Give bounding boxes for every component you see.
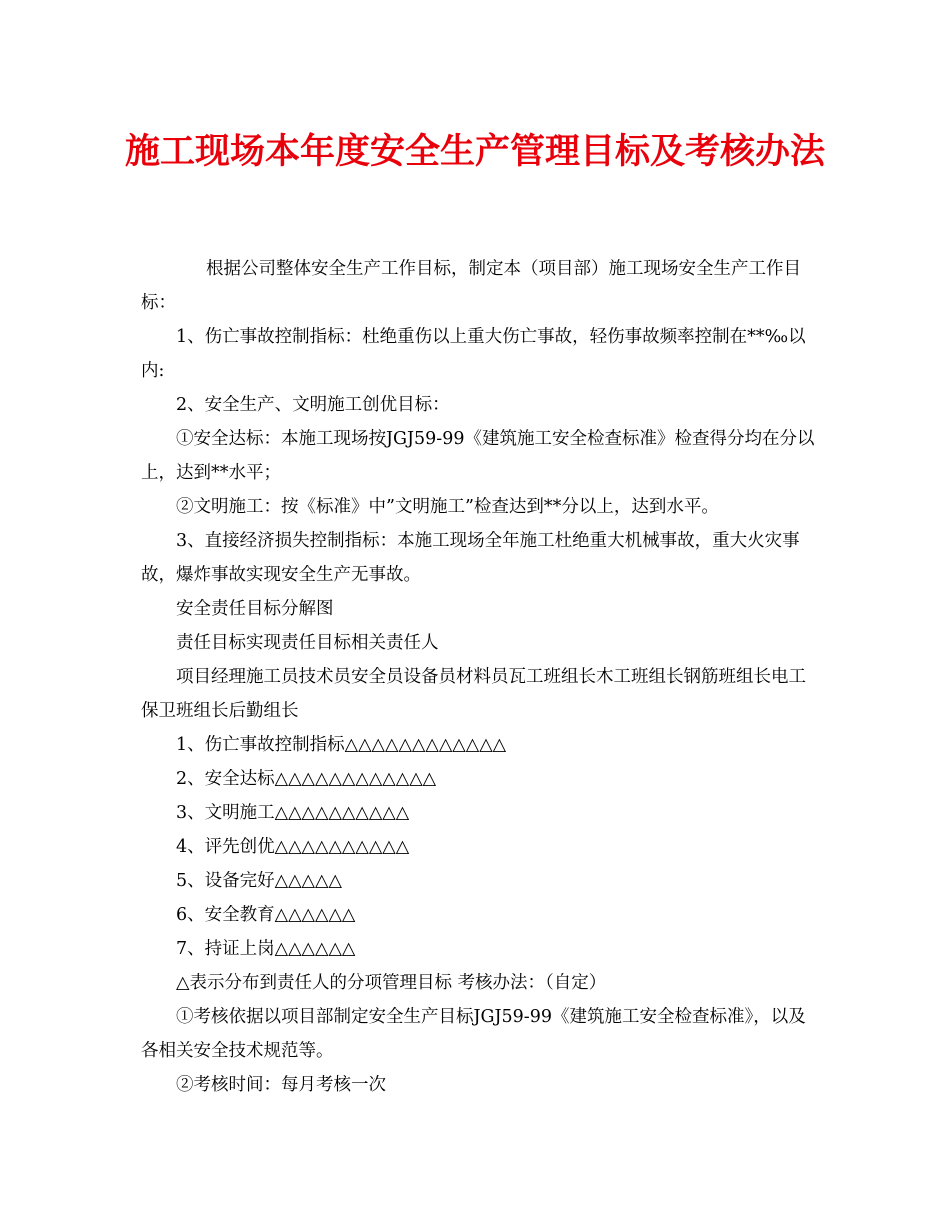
document-body bbox=[141, 252, 821, 1102]
goal-civilized-construction: ②文明施工：按《标准》中”文明施工”检查达到**分以上，达到水平。 bbox=[176, 497, 719, 517]
goal-casualty-control: 1、伤亡事故控制指标：杜绝重伤以上重大伤亡事故，轻伤事故频率控制在**‰以内: bbox=[141, 327, 806, 381]
goal-safety-standard: ①安全达标：本施工现场按JGJ59-99《建筑施工安全检查标准》检查得分均在分以上，达到**水平； bbox=[141, 429, 815, 483]
list-item: 6、安全教育△△△△△△ bbox=[176, 905, 356, 925]
breakdown-columns: 责任目标实现责任目标相关责任人 bbox=[176, 633, 439, 653]
responsible-persons: 项目经理施工员技术员安全员设备员材料员瓦工班组长木工班组长钢筋班组长电工保卫班组长后勤组长 bbox=[141, 667, 806, 721]
breakdown-heading: 安全责任目标分解图 bbox=[176, 599, 334, 619]
list-item: 5、设备完好△△△△△ bbox=[176, 871, 342, 891]
list-item: 1、伤亡事故控制指标△△△△△△△△△△△△ bbox=[176, 735, 507, 755]
document-title: 施工现场本年度安全生产管理目标及考核办法 bbox=[124, 131, 825, 172]
legend-note: △表示分布到责任人的分项管理目标 考核办法：（自定） bbox=[176, 973, 607, 993]
list-item: 7、持证上岗△△△△△△ bbox=[176, 939, 356, 959]
assessment-basis: ①考核依据以项目部制定安全生产目标JGJ59-99《建筑施工安全检查标准》，以及各相关安全技术规范等。 bbox=[141, 1007, 806, 1061]
list-item: 3、文明施工△△△△△△△△△△ bbox=[176, 803, 410, 823]
list-item: 2、安全达标△△△△△△△△△△△△ bbox=[176, 769, 437, 789]
list-item: 4、评先创优△△△△△△△△△△ bbox=[176, 837, 410, 857]
intro-paragraph: 根据公司整体安全生产工作目标，制定本（项目部）施工现场安全生产工作目标： bbox=[141, 259, 801, 313]
goal-economic-loss: 3、直接经济损失控制指标：本施工现场全年施工杜绝重大机械事故，重大火灾事故，爆炸事故实现安全生产无事故。 bbox=[141, 531, 800, 585]
goal-safety-civilized: 2、安全生产、文明施工创优目标： bbox=[176, 395, 450, 415]
assessment-time: ②考核时间：每月考核一次 bbox=[176, 1075, 386, 1095]
